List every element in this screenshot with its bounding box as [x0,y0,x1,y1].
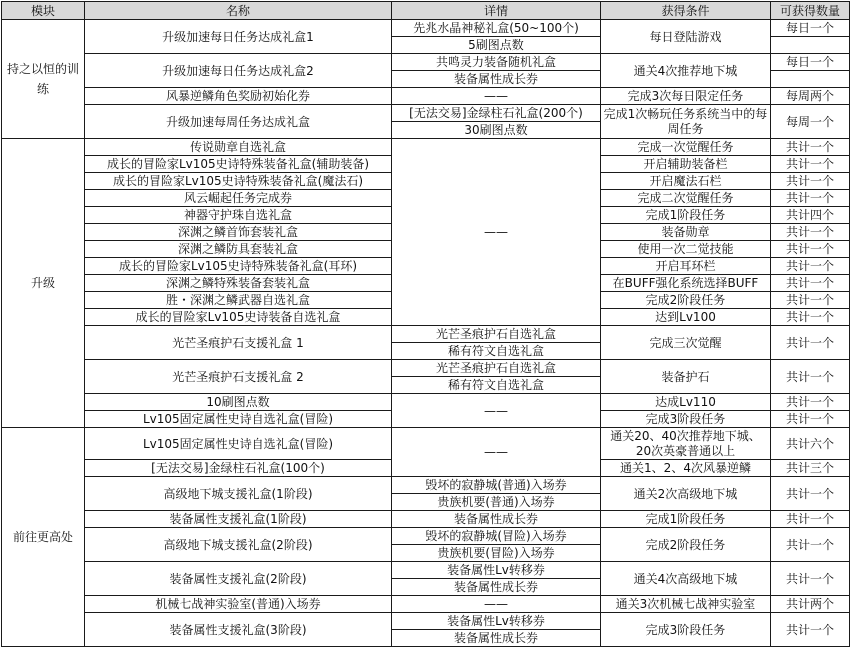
table-row [2,613,850,630]
item-condition: 通关2次高级地下城 [601,477,771,511]
module-cell: 升级 [2,139,85,428]
item-condition: 通关3次机械七战神实验室 [601,596,771,613]
item-quantity-empty [771,71,850,88]
item-quantity: 共计一个 [771,190,850,207]
item-quantity: 共计一个 [771,613,850,647]
item-quantity: 共计四个 [771,207,850,224]
item-name: 装备属性支援礼盒(1阶段) [85,511,392,528]
item-detail: 稀有符文自选礼盒 [392,377,601,394]
item-detail: 先兆水晶神秘礼盒(50~100个) [392,20,601,37]
item-condition: 每日登陆游戏 [601,20,771,54]
item-name: 胜・深渊之鳞武器自选礼盒 [85,292,392,309]
item-quantity: 共计一个 [771,139,850,156]
item-detail: 装备属性成长券 [392,71,601,88]
item-detail: 装备属性成长券 [392,579,601,596]
item-name: 传说勋章自选礼盒 [85,139,392,156]
item-name: 高级地下城支援礼盒(2阶段) [85,528,392,562]
item-condition: 完成2阶段任务 [601,528,771,562]
table-row [2,105,850,122]
item-detail: 装备属性成长券 [392,511,601,528]
item-detail: —— [392,428,601,477]
item-detail: —— [392,596,601,613]
table-row [2,511,850,528]
item-quantity: 共计六个 [771,428,850,460]
item-condition: 通关4次推荐地下城 [601,54,771,88]
module-cell: 前往更高处 [2,428,85,647]
item-quantity: 共计一个 [771,258,850,275]
header-name: 名称 [85,2,392,20]
item-detail: 贵族机要(冒险)入场券 [392,545,601,562]
item-name: Lv105固定属性史诗自选礼盒(冒险) [85,428,392,460]
item-condition: 完成1阶段任务 [601,207,771,224]
item-detail: 光芒圣痕护石自选礼盒 [392,326,601,343]
item-condition: 在BUFF强化系统选择BUFF [601,275,771,292]
item-detail: 稀有符文自选礼盒 [392,343,601,360]
item-condition: 完成1阶段任务 [601,511,771,528]
item-quantity: 共计一个 [771,224,850,241]
item-name: 成长的冒险家Lv105史诗特殊装备礼盒(耳环) [85,258,392,275]
item-detail: 5刷图点数 [392,37,601,54]
item-quantity: 共计一个 [771,562,850,596]
item-detail: 装备属性Lv转移券 [392,613,601,630]
table-row [2,54,850,71]
table-row [2,477,850,494]
table-row [2,528,850,545]
item-name: 成长的冒险家Lv105史诗特殊装备礼盒(魔法石) [85,173,392,190]
item-name: [无法交易]金绿柱石礼盒(100个) [85,460,392,477]
item-quantity: 共计一个 [771,394,850,411]
item-detail: [无法交易]金绿柱石礼盒(200个) [392,105,601,122]
item-quantity: 共计一个 [771,275,850,292]
item-condition: 开启魔法石栏 [601,173,771,190]
item-condition: 通关1、2、4次风暴逆鳞 [601,460,771,477]
module-cell: 持之以恒的训练 [2,20,85,139]
item-name: 风云崛起任务完成券 [85,190,392,207]
table-row [2,326,850,343]
item-detail: —— [392,394,601,428]
table-row [2,428,850,460]
header-condition: 获得条件 [601,2,771,20]
header-row [2,2,850,20]
item-quantity: 共计一个 [771,326,850,360]
table-row [2,394,850,411]
item-name: 高级地下城支援礼盒(1阶段) [85,477,392,511]
item-detail: 30刷图点数 [392,122,601,139]
item-detail: 毁坏的寂静城(冒险)入场券 [392,528,601,545]
table-row [2,562,850,579]
item-name: 深渊之鳞特殊装备套装礼盒 [85,275,392,292]
item-quantity: 每周一个 [771,105,850,139]
reward-table [1,1,850,647]
item-condition: 完成2阶段任务 [601,292,771,309]
item-name: 深渊之鳞首饰套装礼盒 [85,224,392,241]
item-name: 装备属性支援礼盒(2阶段) [85,562,392,596]
item-detail: —— [392,88,601,105]
item-quantity: 共计一个 [771,173,850,190]
item-name: 光芒圣痕护石支援礼盒 1 [85,326,392,360]
item-condition: 达到Lv100 [601,309,771,326]
item-quantity: 每日一个 [771,20,850,37]
item-name: Lv105固定属性史诗自选礼盒(冒险) [85,411,392,428]
item-quantity: 共计一个 [771,309,850,326]
item-name: 机械七战神实验室(普通)入场券 [85,596,392,613]
item-quantity: 每日一个 [771,54,850,71]
item-quantity: 共计一个 [771,528,850,562]
item-condition: 达成Lv110 [601,394,771,411]
item-quantity: 共计一个 [771,411,850,428]
item-name: 升级加速每日任务达成礼盒2 [85,54,392,88]
item-condition: 完成一次觉醒任务 [601,139,771,156]
item-name: 升级加速每日任务达成礼盒1 [85,20,392,54]
item-condition: 完成三次觉醒 [601,326,771,360]
item-quantity: 共计三个 [771,460,850,477]
item-condition: 装备护石 [601,360,771,394]
item-condition: 开启辅助装备栏 [601,156,771,173]
item-name: 10刷图点数 [85,394,392,411]
item-quantity: 共计两个 [771,596,850,613]
item-quantity: 共计一个 [771,292,850,309]
table-row [2,20,850,37]
item-name: 神器守护珠自选礼盒 [85,207,392,224]
item-condition: 完成二次觉醒任务 [601,190,771,207]
item-condition: 完成3阶段任务 [601,411,771,428]
item-detail: 装备属性成长券 [392,630,601,647]
item-name: 风暴逆鳞角色奖励初始化券 [85,88,392,105]
item-name: 光芒圣痕护石支援礼盒 2 [85,360,392,394]
item-name: 成长的冒险家Lv105史诗特殊装备礼盒(辅助装备) [85,156,392,173]
item-condition: 使用一次二觉技能 [601,241,771,258]
item-condition: 通关4次高级地下城 [601,562,771,596]
item-name: 升级加速每周任务达成礼盒 [85,105,392,139]
item-name: 装备属性支援礼盒(3阶段) [85,613,392,647]
item-quantity: 共计一个 [771,241,850,258]
item-quantity: 共计一个 [771,360,850,394]
item-quantity: 共计一个 [771,511,850,528]
item-detail: 光芒圣痕护石自选礼盒 [392,360,601,377]
item-condition: 装备勋章 [601,224,771,241]
item-detail: 毁坏的寂静城(普通)入场券 [392,477,601,494]
item-name: 深渊之鳞防具套装礼盒 [85,241,392,258]
item-quantity-empty [771,37,850,54]
item-detail: 装备属性Lv转移券 [392,562,601,579]
item-detail: 贵族机要(普通)入场券 [392,494,601,511]
item-name: 成长的冒险家Lv105史诗装备自选礼盒 [85,309,392,326]
item-quantity: 共计一个 [771,156,850,173]
item-condition: 完成3次每日限定任务 [601,88,771,105]
header-module: 模块 [2,2,85,20]
item-quantity: 共计一个 [771,477,850,511]
table-row [2,596,850,613]
table-row [2,360,850,377]
header-quantity: 可获得数量 [771,2,850,20]
item-condition: 完成3阶段任务 [601,613,771,647]
item-quantity: 每周两个 [771,88,850,105]
item-condition: 完成1次畅玩任务系统当中的每周任务 [601,105,771,139]
item-detail: 共鸣灵力装备随机礼盒 [392,54,601,71]
item-detail: —— [392,139,601,326]
header-detail: 详情 [392,2,601,20]
table-row [2,88,850,105]
table-row [2,139,850,156]
item-condition: 通关20、40次推荐地下城、20次英豪普通以上 [601,428,771,460]
item-condition: 开启耳环栏 [601,258,771,275]
